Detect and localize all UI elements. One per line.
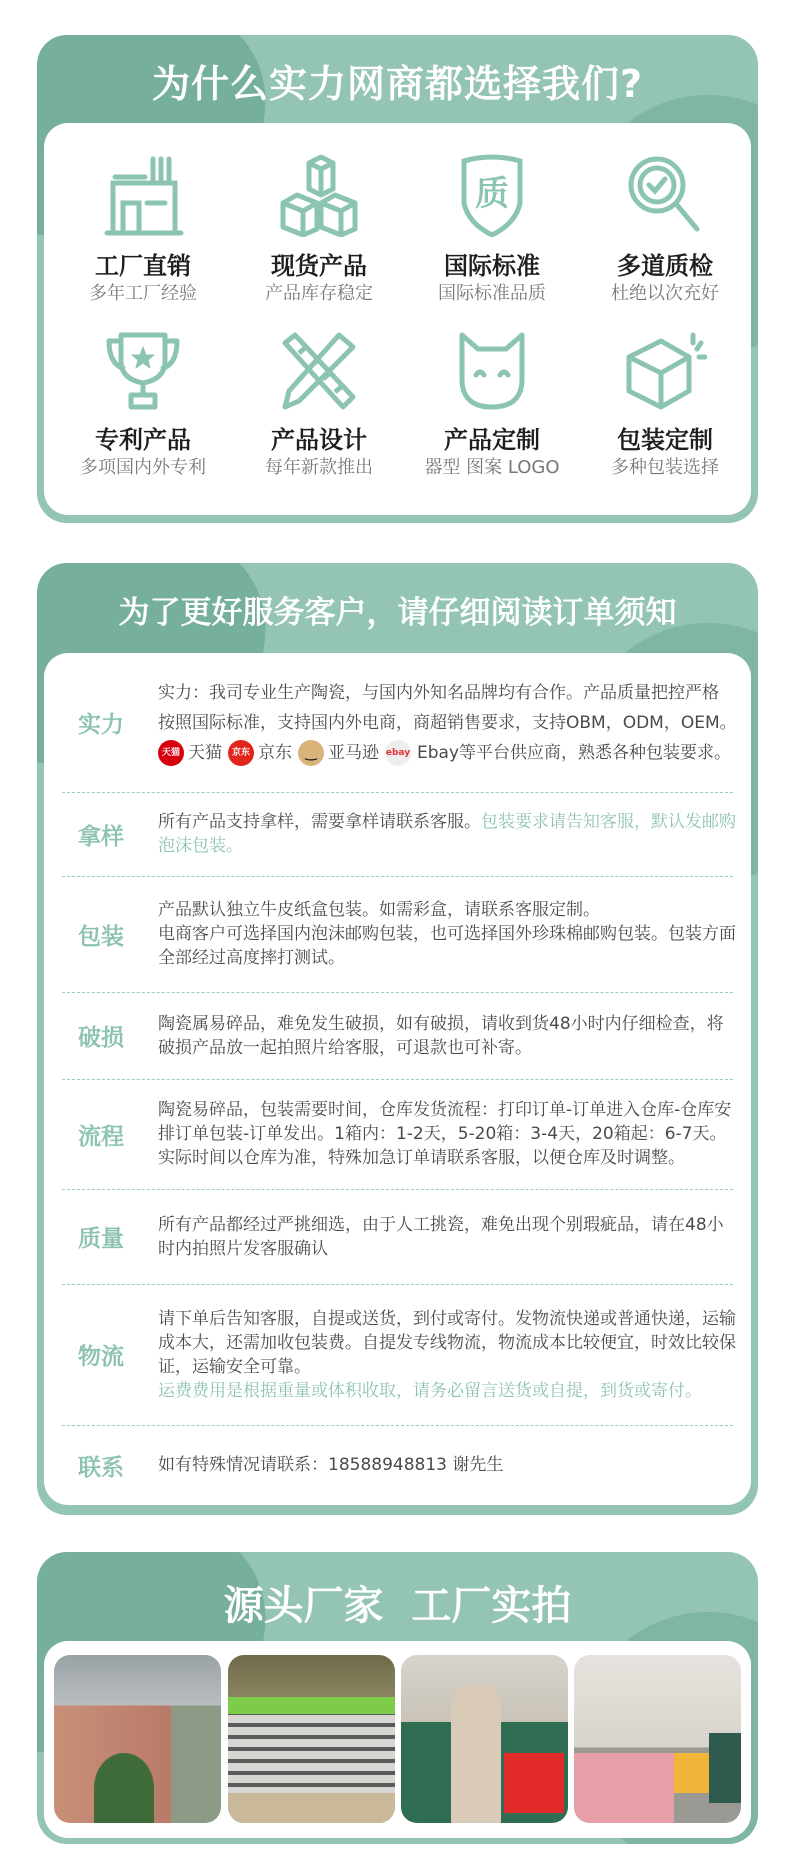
text-line: 实际时间以仓库为准，特殊加急订单请联系客服，以便仓库及时调整。 bbox=[158, 1148, 685, 1168]
text-line: 所有产品支持拿样，需要拿样请联系客服。 bbox=[158, 812, 481, 832]
ruler-pencil-icon bbox=[277, 331, 361, 411]
row-label: 物流 bbox=[78, 1344, 124, 1370]
row-text bbox=[158, 1307, 737, 1403]
feature-title: 工厂直销 bbox=[95, 252, 191, 280]
platform-name: 天猫 bbox=[188, 742, 222, 763]
row-text bbox=[158, 898, 737, 970]
platform-tmall bbox=[158, 738, 222, 768]
row-text bbox=[158, 1098, 737, 1170]
feature-subtitle: 多项国内外专利 bbox=[80, 457, 206, 478]
feature-title: 产品设计 bbox=[271, 426, 367, 454]
notice-row-logistics bbox=[58, 1284, 737, 1425]
text-line: 陶瓷易碎品，包装需要时间，仓库发货流程：打印订单-订单进入仓库-仓库安排订单包装-订单发出。1箱内：1-2天，5-20箱：3-4天，20箱起：6-7天。 bbox=[158, 1100, 732, 1144]
order-notice-section bbox=[37, 563, 758, 1515]
features-panel bbox=[44, 123, 751, 515]
magnifier-check-icon bbox=[623, 153, 707, 237]
jd-logo-icon: 京东 bbox=[228, 740, 254, 766]
row-label: 联系 bbox=[78, 1454, 124, 1481]
notice-row-packaging bbox=[58, 876, 737, 992]
factory-building-photo bbox=[54, 1655, 221, 1823]
feature-title: 国际标准 bbox=[444, 252, 540, 280]
package-cube-icon bbox=[623, 331, 707, 411]
notice-panel bbox=[44, 653, 751, 1505]
feature-subtitle: 国际标准品质 bbox=[438, 283, 546, 304]
feature-title: 现货产品 bbox=[271, 252, 367, 280]
warehouse-photo bbox=[574, 1655, 741, 1823]
kiln-rack-photo bbox=[228, 1655, 395, 1823]
row-label: 破损 bbox=[78, 1025, 124, 1051]
notice-row-damage bbox=[58, 992, 737, 1079]
tmall-logo-icon: 天猫 bbox=[158, 740, 184, 766]
feature-factory-direct bbox=[58, 153, 228, 307]
feature-subtitle: 产品库存稳定 bbox=[265, 283, 373, 304]
factory-icon bbox=[101, 153, 185, 237]
row-text: 陶瓷属易碎品，难免发生破损，如有破损，请收到货48小时内仔细检查，将破损产品放一起拍照片给客服，可退款也可补寄。 bbox=[158, 1013, 724, 1058]
why-choose-us-section bbox=[37, 35, 758, 523]
row-label: 实力 bbox=[78, 712, 124, 738]
notice-row-sample bbox=[58, 792, 737, 876]
text-line: 请下单后告知客服，自提或送货，到付或寄付。发物流快递或普通快递，运输成本大，还需加收包装费。自提发专线物流，物流成本比较便宜，时效比较保证，运输安全可靠。 bbox=[158, 1308, 736, 1377]
svg-text:质: 质 bbox=[475, 174, 509, 214]
feature-subtitle: 器型 图案 LOGO bbox=[424, 457, 560, 478]
notice-row-strength bbox=[58, 653, 737, 792]
contact-text: 如有特殊情况请联系：18588948813 谢先生 bbox=[158, 1455, 504, 1475]
row-label: 拿样 bbox=[78, 823, 124, 850]
notice-row-process bbox=[58, 1079, 737, 1189]
feature-quality-check bbox=[580, 153, 750, 307]
quality-shield-icon bbox=[450, 153, 534, 237]
notice-row-contact bbox=[58, 1425, 737, 1505]
section-title: 为什么实力网商都选择我们? bbox=[151, 62, 644, 106]
feature-title: 专利产品 bbox=[95, 426, 191, 454]
highlight-text: 运费费用是根据重量或体积收取，请务必留言送货或自提，到货或寄付。 bbox=[158, 1380, 702, 1401]
feature-packaging bbox=[580, 331, 750, 481]
boxes-icon bbox=[277, 153, 361, 237]
feature-title: 包装定制 bbox=[617, 426, 713, 454]
row-text bbox=[158, 678, 737, 768]
text-line: 产品默认独立牛皮纸盒包装。如需彩盒，请联系客服定制。 bbox=[158, 900, 600, 920]
text-line: 电商客户可选择国内泡沫邮购包装，也可选择国外珍珠棉邮购包装。包装方面全部经过高度摔打测试。 bbox=[158, 924, 736, 968]
highlight-text: 包装要求请告知客服，默认发邮购泡沫包装。 bbox=[158, 812, 736, 856]
feature-subtitle: 每年新款推出 bbox=[265, 457, 373, 478]
feature-customization bbox=[407, 331, 577, 481]
feature-subtitle: 杜绝以次充好 bbox=[611, 283, 719, 304]
row-label: 包装 bbox=[78, 923, 124, 950]
feature-international-standard bbox=[407, 153, 577, 307]
row-label: 质量 bbox=[78, 1226, 124, 1252]
feature-title: 多道质检 bbox=[617, 252, 713, 280]
cat-face-icon bbox=[450, 331, 534, 411]
platform-jd bbox=[228, 738, 292, 768]
row-text bbox=[158, 810, 737, 858]
row-text: 所有产品都经过严挑细选，由于人工挑瓷，难免出现个别瑕疵品，请在48小时内拍照片发客服确认 bbox=[158, 1214, 724, 1259]
amazon-logo-icon: ‿ bbox=[298, 740, 324, 766]
feature-subtitle: 多年工厂经验 bbox=[89, 283, 197, 304]
ebay-logo-icon: ebay bbox=[385, 740, 411, 766]
feature-design bbox=[234, 331, 404, 481]
trophy-icon bbox=[101, 331, 185, 411]
feature-title: 产品定制 bbox=[444, 426, 540, 454]
text-line: Ebay等平台供应商，熟悉各种包装要求。 bbox=[417, 742, 732, 763]
text-line: 实力：我司专业生产陶瓷，与国内外知名品牌均有合作。产品质量把控严格 bbox=[158, 682, 719, 703]
platform-name: 京东 bbox=[258, 742, 292, 763]
worker-machine-photo bbox=[401, 1655, 568, 1823]
platform-ebay bbox=[385, 740, 415, 766]
feature-patent bbox=[58, 331, 228, 481]
platform-amazon bbox=[298, 738, 379, 768]
platform-name: 亚马逊 bbox=[328, 742, 379, 763]
text-line: 按照国际标准，支持国内外电商，商超销售要求，支持OBM，ODM，OEM。 bbox=[158, 712, 737, 733]
feature-stock bbox=[234, 153, 404, 307]
row-label: 流程 bbox=[78, 1123, 124, 1150]
section-title: 为了更好服务客户，请仔细阅读订单须知 bbox=[118, 595, 677, 631]
section-title: 源头厂家 工厂实拍 bbox=[223, 1583, 572, 1629]
feature-subtitle: 多种包装选择 bbox=[611, 457, 719, 478]
platforms-line bbox=[158, 738, 737, 768]
notice-row-quality bbox=[58, 1189, 737, 1284]
